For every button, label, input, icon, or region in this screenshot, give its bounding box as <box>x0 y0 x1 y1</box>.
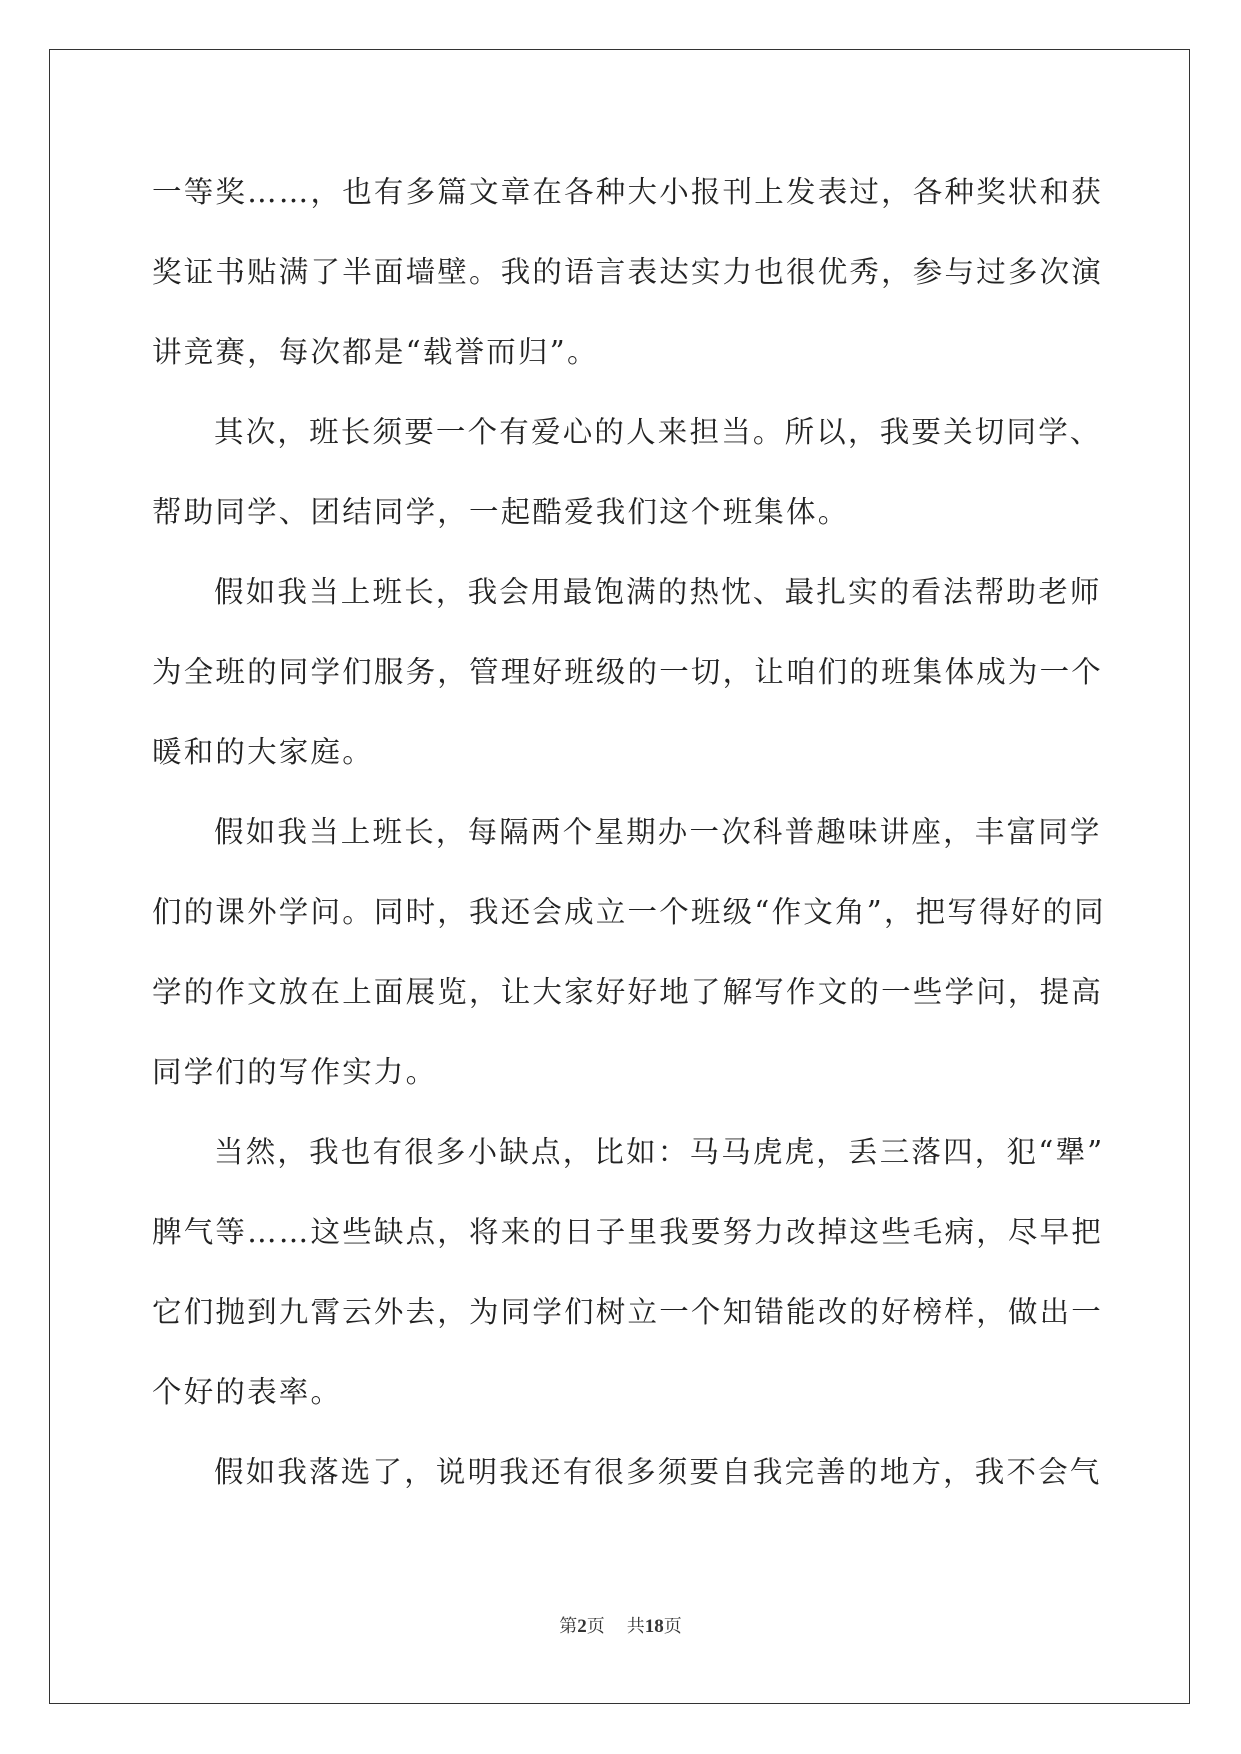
text-line: 们的课外学问。同时，我还会成立一个班级“作文角”，把写得好的同 <box>152 895 1106 929</box>
total-suffix: 页 <box>663 1616 682 1636</box>
text-line: 为全班的同学们服务，管理好班级的一切，让咱们的班集体成为一个 <box>152 655 1104 689</box>
text-line: 脾气等……这些缺点，将来的日子里我要努力改掉这些毛病，尽早把 <box>152 1215 1104 1249</box>
total-prefix: 共 <box>626 1616 645 1636</box>
text-line: 讲竞赛，每次都是“载誉而归”。 <box>152 335 599 369</box>
paragraph-start-line: 假如我落选了，说明我还有很多须要自我完善的地方，我不会气 <box>214 1455 1102 1489</box>
text-line: 一等奖……，也有多篇文章在各种大小报刊上发表过，各种奖状和获 <box>152 175 1104 209</box>
text-line: 它们抛到九霄云外去，为同学们树立一个知错能改的好榜样，做出一 <box>152 1295 1104 1329</box>
page-footer <box>0 1612 1241 1638</box>
text-line: 同学们的写作实力。 <box>152 1055 438 1089</box>
paragraph-start-line: 其次，班长须要一个有爱心的人来担当。所以，我要关切同学、 <box>214 415 1102 449</box>
page-number: 2 <box>577 1616 587 1637</box>
page-suffix: 页 <box>586 1616 605 1636</box>
text-line: 暖和的大家庭。 <box>152 735 374 769</box>
document-body <box>152 158 1106 1512</box>
total-pages: 18 <box>644 1616 664 1637</box>
text-line: 个好的表率。 <box>152 1375 343 1409</box>
paragraph-start-line: 假如我当上班长，每隔两个星期办一次科普趣味讲座，丰富同学 <box>214 815 1102 849</box>
paragraph-start-line: 当然，我也有很多小缺点，比如：马马虎虎，丢三落四，犯“犟” <box>214 1135 1105 1169</box>
text-line: 奖证书贴满了半面墙壁。我的语言表达实力也很优秀，参与过多次演 <box>152 255 1104 289</box>
text-line: 帮助同学、团结同学，一起酷爱我们这个班集体。 <box>152 495 850 529</box>
page-prefix: 第 <box>559 1616 578 1636</box>
paragraph-start-line: 假如我当上班长，我会用最饱满的热忱、最扎实的看法帮助老师 <box>214 575 1102 609</box>
text-line: 学的作文放在上面展览，让大家好好地了解写作文的一些学问，提高 <box>152 975 1104 1009</box>
